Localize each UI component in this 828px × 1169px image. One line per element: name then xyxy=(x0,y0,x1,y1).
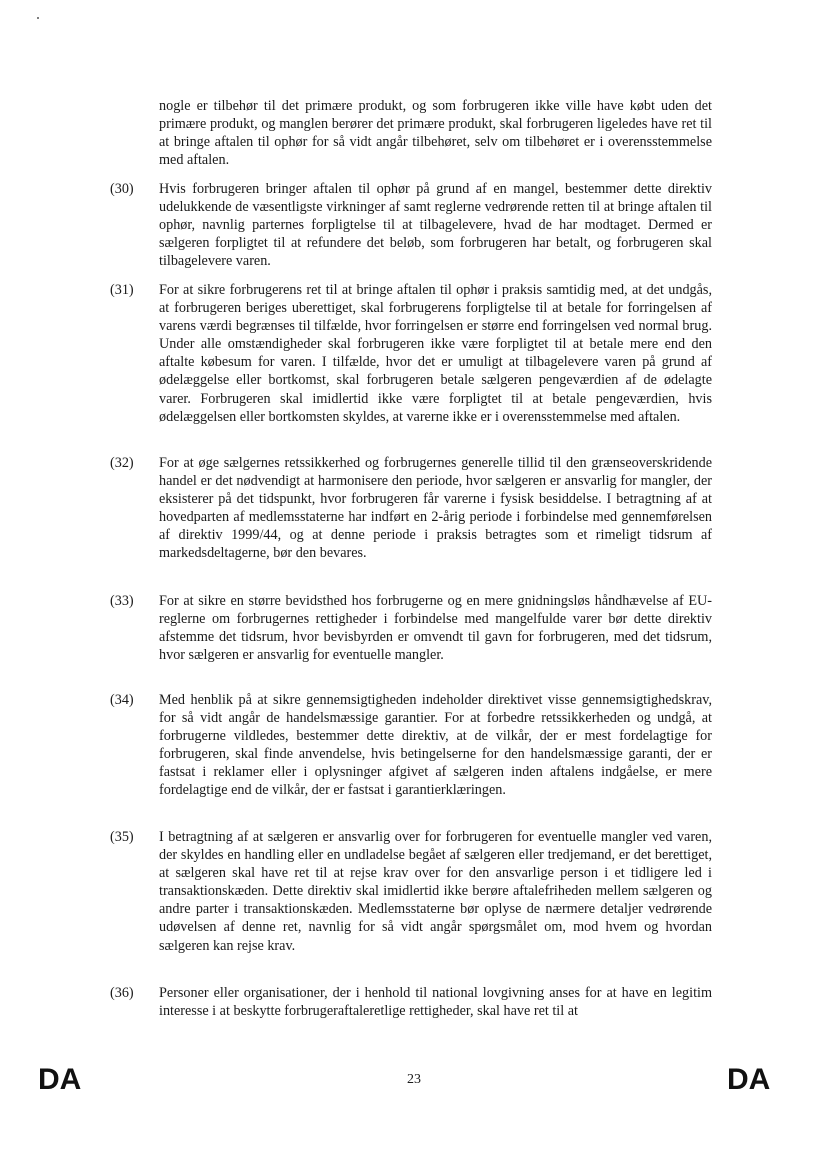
recital-text: I betragtning af at sælgeren er ansvarlig over for forbrugeren for eventuelle mangler ved varen, der skyldes en handling eller en undladelse begået af sælgeren eller tredjemand, er det berettiget, at sælgeren skal have ret til at rejse krav over for den ansvarlige person i et tidligere led i transaktionskæden. Dette direktiv skal imidlertid ikke berøre aftalefriheden mellem sælgeren og andre parter i transaktionskæden. Medlemsstaterne bør oplyse de nærmere detaljer vedrørende udøvelsen af denne ret, navnlig for så vidt angår spørgsmålet om, mod hvem og hvordan sælgeren kan rejse krav. xyxy=(159,829,712,954)
recital-text: For at øge sælgernes retssikkerhed og forbrugernes generelle tillid til den grænseoverskridende handel er det nødvendigt at harmonisere den periode, hvor sælgeren er ansvarlig for mangler, der eksisterer på det tidspunkt, hvor forbrugeren får varerne i fysisk besiddelse. I betragtning af at hovedparten af medlemsstaterne har indført en 2-årig periode i forbindelse med gennemførelsen af direktiv 1999/44, og at denne periode i praksis betragtes som et rimeligt tidsrum af markedsdeltagerne, bør den bevares. xyxy=(159,455,712,562)
recital-number: (32) xyxy=(110,455,134,471)
recital-text: Hvis forbrugeren bringer aftalen til ophør på grund af en mangel, bestemmer dette direktiv udelukkende de væsentligste virkninger af samt reglerne vedrørende retten til at bringe aftalen til ophør, navnlig parternes forpligtelse til at tilbagelevere, hvad de har modtaget. Dermed er sælgeren forpligtet til at refundere det beløb, som forbrugeren har betalt, og forbrugeren skal tilbagelevere varen. xyxy=(159,181,712,270)
page-number: 23 xyxy=(407,1072,421,1087)
scan-speck xyxy=(37,17,39,19)
recital-number: (33) xyxy=(110,593,134,609)
recital-number: (30) xyxy=(110,181,134,197)
recital-number: (34) xyxy=(110,692,134,708)
recital-number: (31) xyxy=(110,282,134,298)
recital-text: Med henblik på at sikre gennemsigtigheden indeholder direktivet visse gennemsigtighedskrav, for så vidt angår de handelsmæssige garantier. For at forbedre retssikkerheden og undgå, at forbrugerne vildledes, bestemmer dette direktiv, at de vilkår, der er mest fordelagtige for forbrugeren, skal finde anvendelse, hvis betingelserne for den handelsmæssige garanti, der er fastsat i reklamer eller i oplysninger afgivet af sælgeren inden aftalens indgåelse, er mere fordelagtige end de vilkår, der er fastsat i garantierklæringen. xyxy=(159,692,712,799)
language-code-left: DA xyxy=(38,1063,82,1096)
continued-paragraph: nogle er tilbehør til det primære produkt, og som forbrugeren ikke ville have købt uden det primære produkt, og manglen berører det primære produkt, skal forbrugeren ligeledes have ret til at bringe aftalen til ophør for så vidt angår tilbehøret, selv om tilbehøret er i overensstemmelse med aftalen. xyxy=(159,98,712,169)
recital-number: (35) xyxy=(110,829,134,845)
recital-text: For at sikre en større bevidsthed hos forbrugerne og en mere gnidningsløs håndhævelse af EU-reglerne om forbrugernes rettigheder i forbindelse med mangelfulde varer bør dette direktiv afstemme det tidsrum, hvor bevisbyrden er omvendt til gavn for forbrugeren, med det tidsrum, hvor sælgeren er ansvarlig for eventuelle mangler. xyxy=(159,593,712,664)
recital-text: Personer eller organisationer, der i henhold til national lovgivning anses for at have en legitim interesse i at beskytte forbrugeraftaleretlige rettigheder, skal have ret til at xyxy=(159,985,712,1020)
recital-number: (36) xyxy=(110,985,134,1001)
language-code-right: DA xyxy=(727,1063,771,1096)
recital-text: For at sikre forbrugerens ret til at bringe aftalen til ophør i praksis samtidig med, at det undgås, at forbrugeren beriges uberettiget, skal forbrugerens forpligtelse til at betale for forringelsen af varens værdi begrænses til tilfælde, hvor forringelsen er større end forringelsen ved normal brug. Under alle omstændigheder skal forbrugeren ikke være forpligtet til at betale mere end den aftalte købesum for varen. I tilfælde, hvor det er umuligt at tilbagelevere varen på grund af ødelæggelse eller bortkomst, skal forbrugeren betale sælgeren pengeværdien af de ødelagte varer. Forbrugeren skal imidlertid ikke være forpligtet til at betale pengeværdien, hvis ødelæggelsen eller bortkomsten skyldes, at varerne ikke er i overensstemmelse med aftalen. xyxy=(159,282,712,425)
